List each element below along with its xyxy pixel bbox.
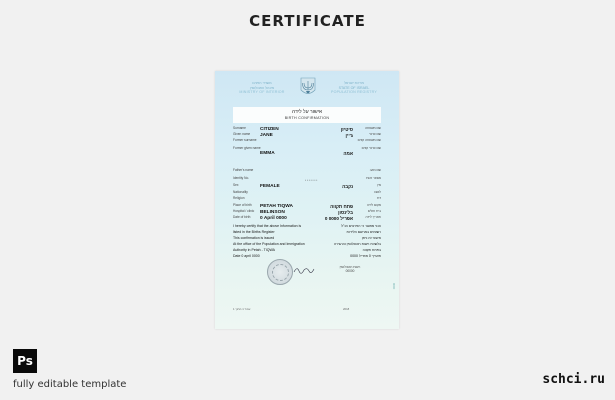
- statement-en-line: I hereby certify that the above Information is: [233, 224, 302, 228]
- statement-he-line: הנני מאשר כי הפרטים הנ"ל: [341, 224, 381, 228]
- field-row-date-of-birth: [215, 216, 399, 224]
- statement-he-line: תאריך 0 אפריל 0000: [350, 254, 381, 258]
- field-label-en: Given name: [233, 132, 251, 136]
- watermark-left-line2: מינהל האוכלוסין: [249, 85, 275, 90]
- field-value-he: סיטיזן: [340, 127, 353, 132]
- field-label-he: לאום: [374, 190, 381, 194]
- footnote-right: 2018: [343, 307, 350, 311]
- stamp-text: רשות האוכלוסין: [339, 265, 361, 269]
- field-value-en: FEMALE: [260, 184, 280, 189]
- footnote-left: עמוד 1 מתוך 1: [233, 307, 251, 311]
- menorah-emblem-icon: [299, 77, 317, 97]
- title-english: BIRTH CONFIRMATION: [284, 116, 330, 120]
- field-value-he: אמה: [343, 151, 353, 156]
- statement-he-line: אישור זה ניתן: [361, 236, 381, 240]
- field-value-he: פתח תקווה: [330, 204, 353, 209]
- field-label-he: מין: [377, 183, 381, 187]
- field-label-he: שם פרטי קודם: [361, 146, 381, 150]
- statement-he-line: רשומים במרשם הלידות: [346, 230, 381, 234]
- field-label-he: שם משפחה: [365, 126, 381, 130]
- official-seal-icon: [267, 259, 293, 285]
- field-label-en: Former surname: [233, 138, 257, 142]
- statement-en-line: Date 0 april 0000: [233, 254, 260, 258]
- field-label-en: Identity No.: [233, 176, 250, 180]
- field-label-en: Hospital / clinic: [233, 209, 255, 213]
- field-value-he: ג'יין: [345, 133, 353, 138]
- watermark-left: [237, 81, 287, 95]
- field-label-he: בית חולים: [367, 209, 381, 213]
- field-label-en: Father's name: [233, 168, 254, 172]
- side-code: 0000: [392, 283, 396, 290]
- office-stamp: [337, 265, 363, 273]
- watermark-right: [329, 81, 379, 95]
- field-row-mother-name: [215, 151, 399, 159]
- statement-he-line: בלשכת רשות האוכלוסין וההגירה: [333, 242, 381, 246]
- statement-en-line: Authority in Petah - TIQWA: [233, 248, 276, 252]
- field-label-he: דת: [377, 196, 381, 200]
- field-value-en: PETAH TIQWA: [260, 204, 293, 209]
- page-title: CERTIFICATE: [249, 12, 366, 30]
- watermark-right-line2: STATE OF ISRAEL: [338, 85, 370, 90]
- stamp-code: 00000: [345, 269, 355, 273]
- field-value-en: JANE: [260, 133, 273, 138]
- title-hebrew: אישור על לידה: [291, 109, 323, 115]
- watermark-left-fine: MINISTRY OF INTERIOR: [239, 90, 285, 94]
- field-label-en: Place of birth: [233, 203, 252, 207]
- signature-icon: [293, 265, 315, 275]
- statement-en-line: listed in the Births Register: [233, 230, 275, 234]
- field-value-en: 0 April 0000: [260, 216, 287, 221]
- certificate-document: [215, 71, 399, 329]
- field-label-en: Surname: [233, 126, 246, 130]
- watermark-right-line1: מדינת ישראל: [344, 81, 364, 85]
- field-value-en: EMMA: [260, 151, 275, 156]
- field-label-he: מקום לידה: [366, 203, 381, 207]
- brand-watermark: schci.ru: [542, 372, 605, 387]
- field-label-en: Sex: [233, 183, 239, 187]
- statement-en-line: At the office of the Population and Immigration: [233, 242, 305, 246]
- field-label-en: Former given name: [233, 146, 261, 150]
- statement-en-line: This confirmation is issued: [233, 236, 275, 240]
- field-value-he: 0 אפריל 0000: [324, 216, 353, 221]
- field-label-he: תאריך לידה: [365, 215, 381, 219]
- field-value-he: בלינסון: [338, 210, 353, 215]
- field-label-en: Religion: [233, 196, 245, 200]
- field-value-he: נקבה: [342, 184, 353, 189]
- field-label-he: שם האב: [369, 168, 381, 172]
- watermark-left-line1: משרד הפנים: [252, 81, 272, 85]
- watermark-right-fine: POPULATION REGISTRY: [330, 90, 377, 94]
- editable-template-caption: fully editable template: [13, 379, 127, 390]
- title-band: [233, 107, 381, 123]
- field-label-he: מספר זהות: [366, 176, 381, 180]
- field-label-en: Date of birth: [233, 215, 251, 219]
- identity-dots: • • • • • • •: [305, 178, 318, 182]
- field-value-en: BELINSON: [260, 210, 285, 215]
- photoshop-icon: Ps: [13, 349, 37, 373]
- field-label-he: שם פרטי: [369, 132, 381, 136]
- field-label-he: שם משפחה קודם: [357, 138, 381, 142]
- field-label-en: Nationality: [233, 190, 248, 194]
- field-value-en: CITIZEN: [260, 127, 279, 132]
- statement-he-line: בפתח תקווה: [362, 248, 381, 252]
